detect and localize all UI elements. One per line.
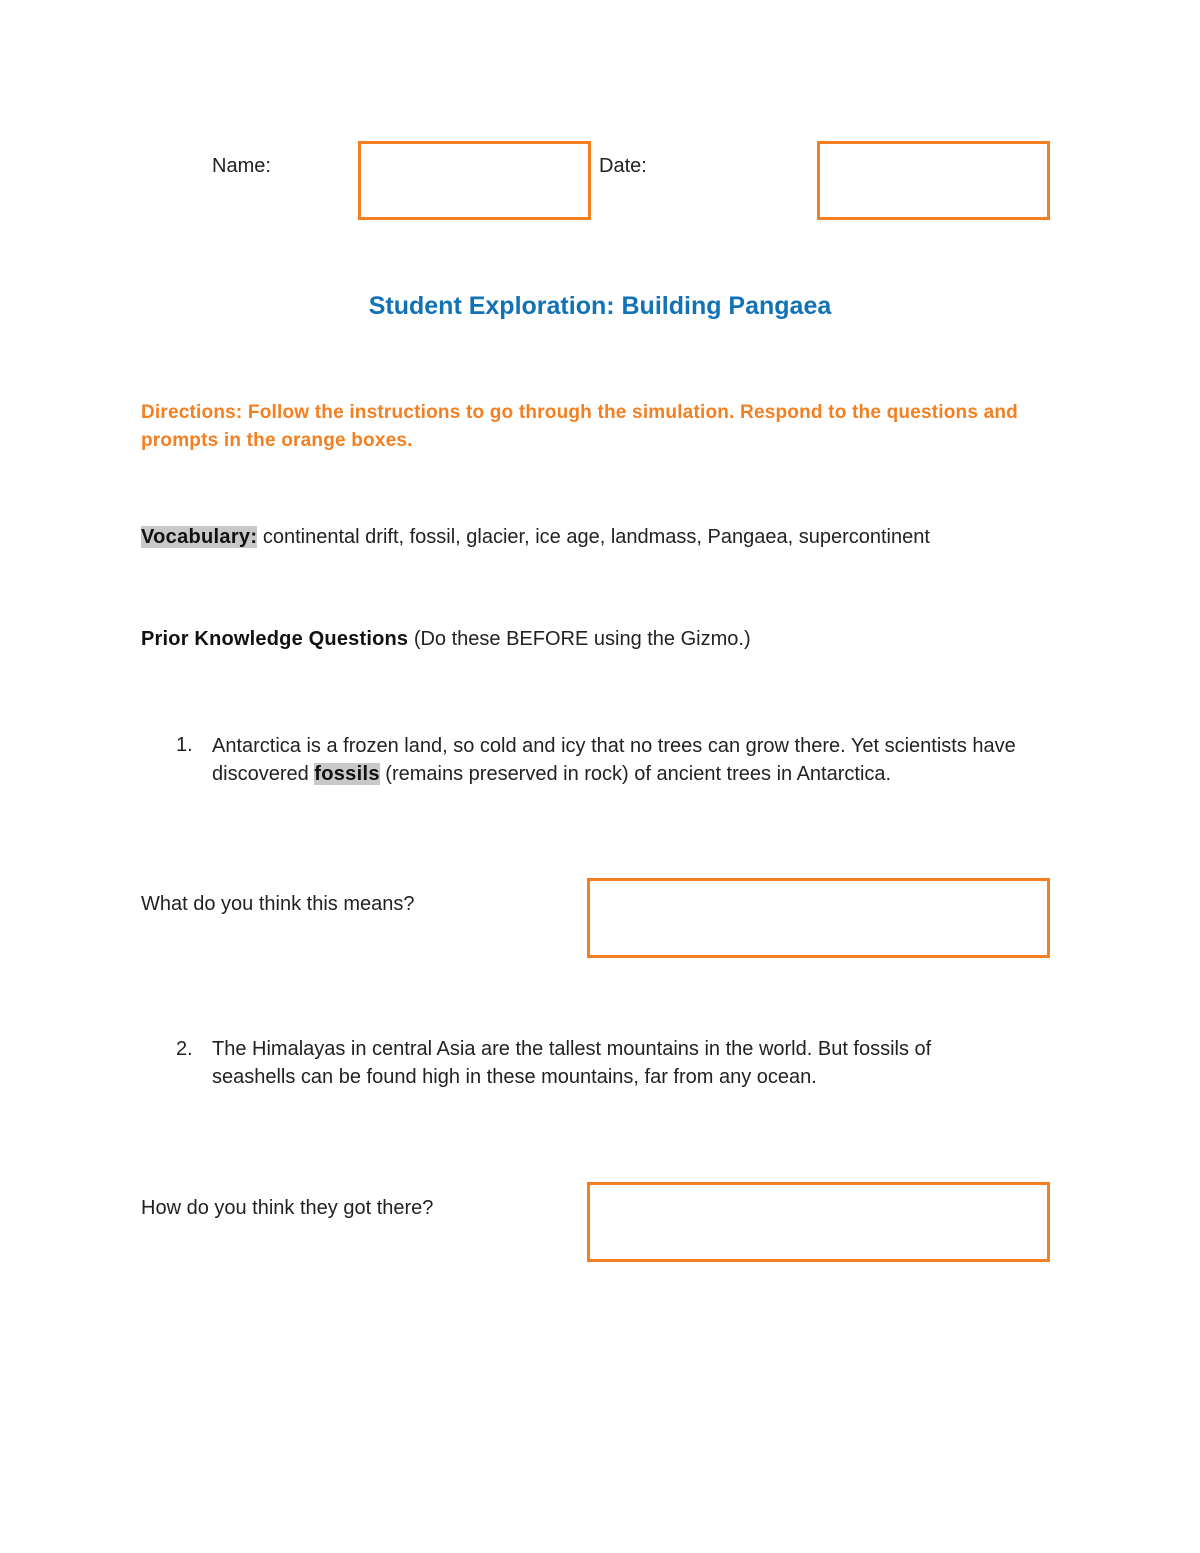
question-1-answer-box[interactable] [587, 878, 1050, 958]
date-label: Date: [599, 155, 647, 177]
question-1-prompt: What do you think this means? [141, 893, 415, 915]
question-1-highlight: fossils [314, 763, 380, 785]
name-answer-box[interactable] [358, 141, 591, 220]
vocabulary-label: Vocabulary: [141, 526, 258, 548]
prior-knowledge-heading [141, 628, 751, 651]
directions-text: Directions: Follow the instructions to go through the simulation. Respond to the questions and prompts in the orange boxes. [141, 402, 1018, 451]
vocabulary-line [141, 526, 930, 549]
prior-knowledge-title: Prior Knowledge Questions [141, 628, 409, 650]
question-1-text-before: Antarctica is a frozen land, so cold and icy that no trees can grow there. Yet scientists have discovered [212, 735, 1016, 785]
question-1-number: 1. [176, 734, 193, 756]
question-2-answer-box[interactable] [587, 1182, 1050, 1262]
question-2-prompt: How do you think they got there? [141, 1197, 434, 1219]
vocabulary-terms: continental drift, fossil, glacier, ice age, landmass, Pangaea, supercontinent [257, 526, 930, 548]
date-answer-box[interactable] [817, 141, 1050, 220]
question-2-text: The Himalayas in central Asia are the tallest mountains in the world. But fossils of seashells can be found high in these mountains, far from any ocean. [212, 1038, 932, 1088]
question-1-text [212, 732, 1042, 788]
question-2-number: 2. [176, 1038, 193, 1060]
name-label: Name: [212, 155, 271, 177]
page-title: Student Exploration: Building Pangaea [368, 292, 832, 320]
question-1-text-after: (remains preserved in rock) of ancient trees in Antarctica. [379, 763, 892, 785]
prior-knowledge-note: (Do these BEFORE using the Gizmo.) [408, 628, 751, 650]
